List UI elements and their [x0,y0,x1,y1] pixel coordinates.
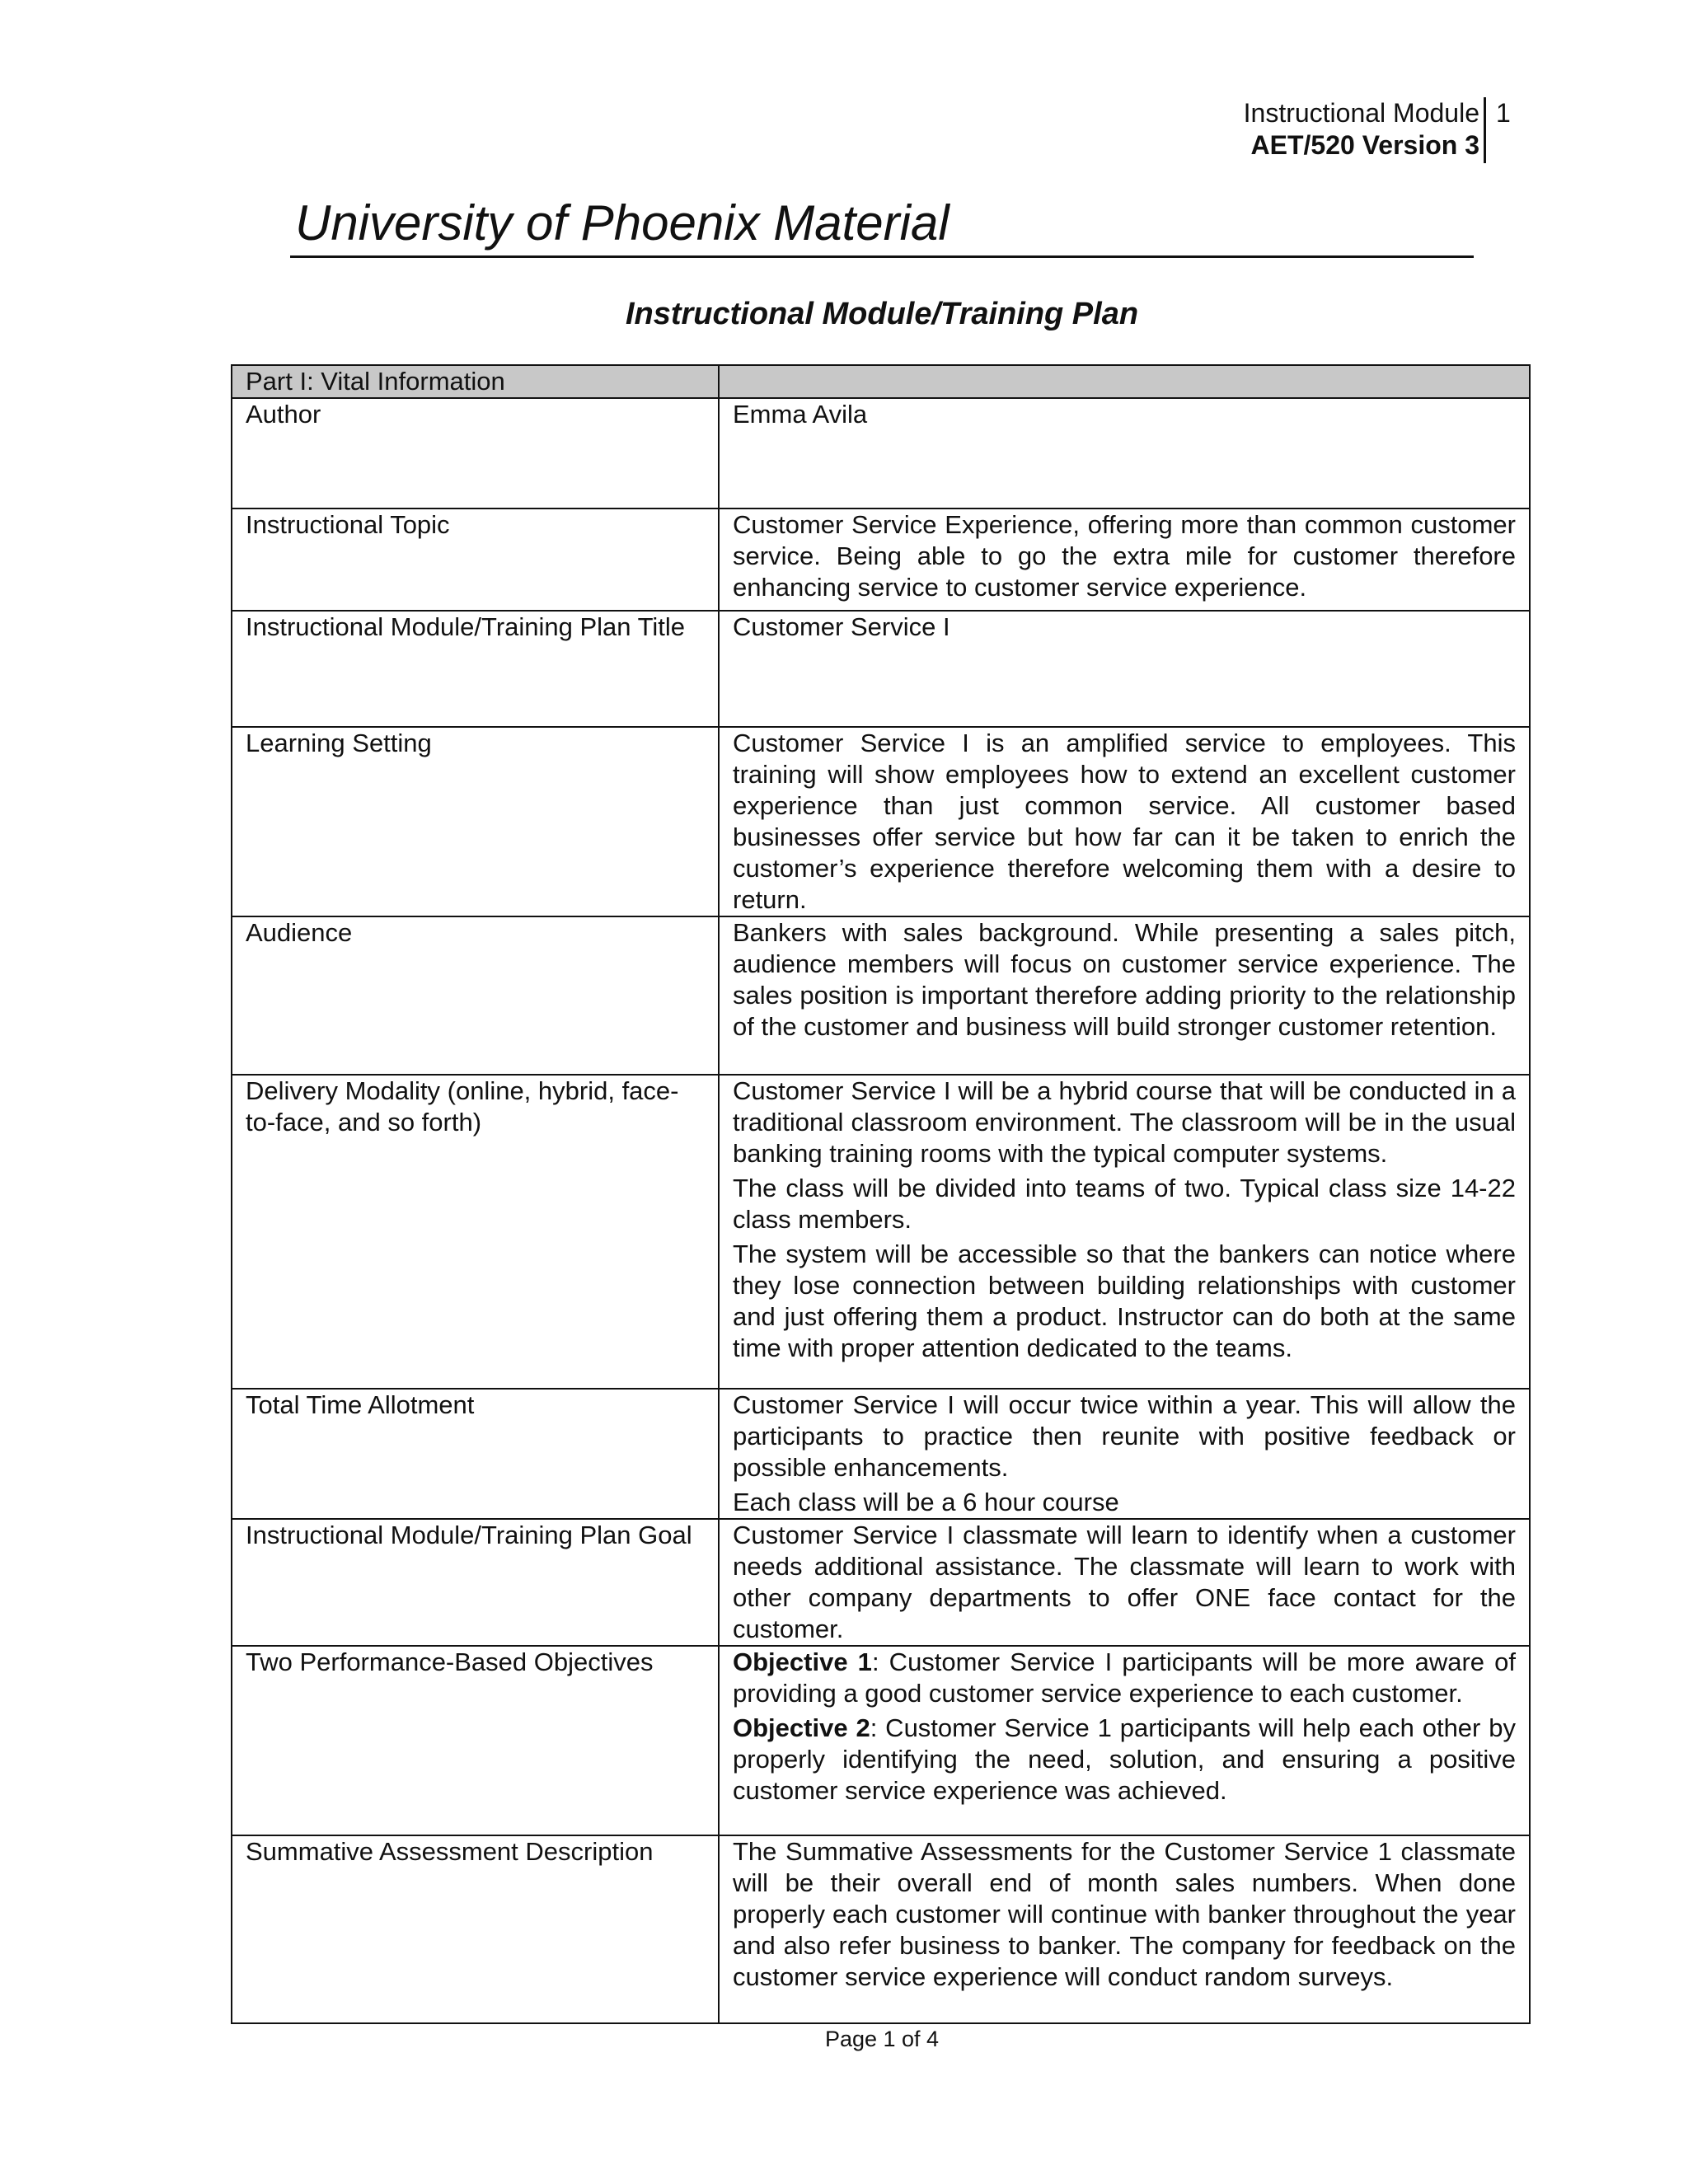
objective-2-title: Objective 2 [733,1713,870,1742]
table-row [232,611,1530,727]
table-row [232,1075,1530,1389]
value-paragraph: The Summative Assessments for the Customer Service 1 classmate will be their overall end of month sales numbers. When done properly each customer will continue with banker throughout the year and also refer business to banker. The company for feedback on the customer service experience will conduct random surveys. [733,1837,1516,1991]
header-line-2: AET/520 Version 3 [1250,130,1479,160]
table-row [232,398,1530,509]
table-row [232,509,1530,611]
objective-2 [733,1713,1516,1807]
objective-1 [733,1647,1516,1709]
objective-1-title: Objective 1 [733,1647,872,1676]
table-header-label: Part I: Vital Information [232,365,719,398]
title-underline [290,255,1474,258]
value-paragraph: Emma Avila [733,400,868,429]
value-paragraph: Customer Service I will occur twice within a year. This will allow the participants to practice then reunite with positive feedback or possible enhancements. [733,1390,1516,1482]
value-paragraph: Customer Service I [733,612,950,641]
row-value-audience [719,916,1530,1075]
value-paragraph: Customer Service I is an amplified service to employees. This training will show employees how to extend an excellent customer experience than just common service. All customer based businesses offer service but how far can it be taken to enrich the customer’s experience therefore welcoming them with a desire to return. [733,729,1516,914]
running-header [1071,97,1479,162]
table-row [232,916,1530,1075]
value-paragraph: The system will be accessible so that the bankers can notice where they lose connection between building relationships with customer and just offering them a product. Instructor can do both at the same time with proper attention dedicated to the teams. [733,1240,1516,1362]
vital-information-table [231,364,1531,2024]
page-footer: Page 1 of 4 [824,2027,940,2051]
table-row [232,1519,1530,1646]
row-label-total-time: Total Time Allotment [232,1389,719,1519]
organization-title: University of Phoenix Material [295,195,950,251]
row-label-audience: Audience [232,916,719,1075]
value-paragraph: Customer Service Experience, offering more than common customer service. Being able to go the extra mile for customer therefore enhancing service to customer service experience. [733,510,1516,602]
value-paragraph: Customer Service I will be a hybrid course that will be conducted in a traditional classroom environment. The classroom will be in the usual banking training rooms with the typical computer systems. [733,1076,1516,1168]
row-label-plan-goal: Instructional Module/Training Plan Goal [232,1519,719,1646]
row-value-delivery-modality [719,1075,1530,1389]
table-row [232,1389,1530,1519]
row-label-learning-setting: Learning Setting [232,727,719,916]
table-row [232,727,1530,916]
value-paragraph: Each class will be a 6 hour course [733,1488,1119,1516]
header-divider [1484,97,1486,163]
table-header-row [232,365,1530,398]
row-label-author: Author [232,398,719,509]
row-value-summative-assessment [719,1835,1530,2023]
row-value-author [719,398,1530,509]
value-paragraph: Bankers with sales background. While presenting a sales pitch, audience members will focus on customer service experience. The sales position is important therefore adding priority to the relationship of the customer and business will build stronger customer retention. [733,918,1516,1041]
header-page-number: 1 [1496,98,1511,128]
row-value-learning-setting [719,727,1530,916]
row-value-plan-title [719,611,1530,727]
row-value-total-time [719,1389,1530,1519]
objective-1-text: : Customer Service I participants will be more aware of providing a good customer service experience to each customer. [733,1647,1516,1708]
row-label-plan-title: Instructional Module/Training Plan Title [232,611,719,727]
table-row [232,1646,1530,1835]
row-value-plan-goal [719,1519,1530,1646]
row-label-summative-assessment: Summative Assessment Description [232,1835,719,2023]
value-paragraph: Customer Service I classmate will learn to identify when a customer needs additional assistance. The classmate will learn to work with other company departments to offer ONE face contact for the customer. [733,1521,1516,1643]
row-value-instructional-topic [719,509,1530,611]
row-label-objectives: Two Performance-Based Objectives [232,1646,719,1835]
value-paragraph: The class will be divided into teams of two. Typical class size 14-22 class members. [733,1174,1516,1234]
row-label-delivery-modality: Delivery Modality (online, hybrid, face-to-face, and so forth) [232,1075,719,1389]
table-header-empty [719,365,1530,398]
row-label-instructional-topic: Instructional Topic [232,509,719,611]
row-value-objectives [719,1646,1530,1835]
document-title: Instructional Module/Training Plan [625,297,1139,331]
table-row [232,1835,1530,2023]
header-line-1: Instructional Module [1243,98,1479,128]
objective-2-text: : Customer Service 1 participants will help each other by properly identifying the need, solution, and ensuring a positive customer service experience was achieved. [733,1713,1516,1805]
